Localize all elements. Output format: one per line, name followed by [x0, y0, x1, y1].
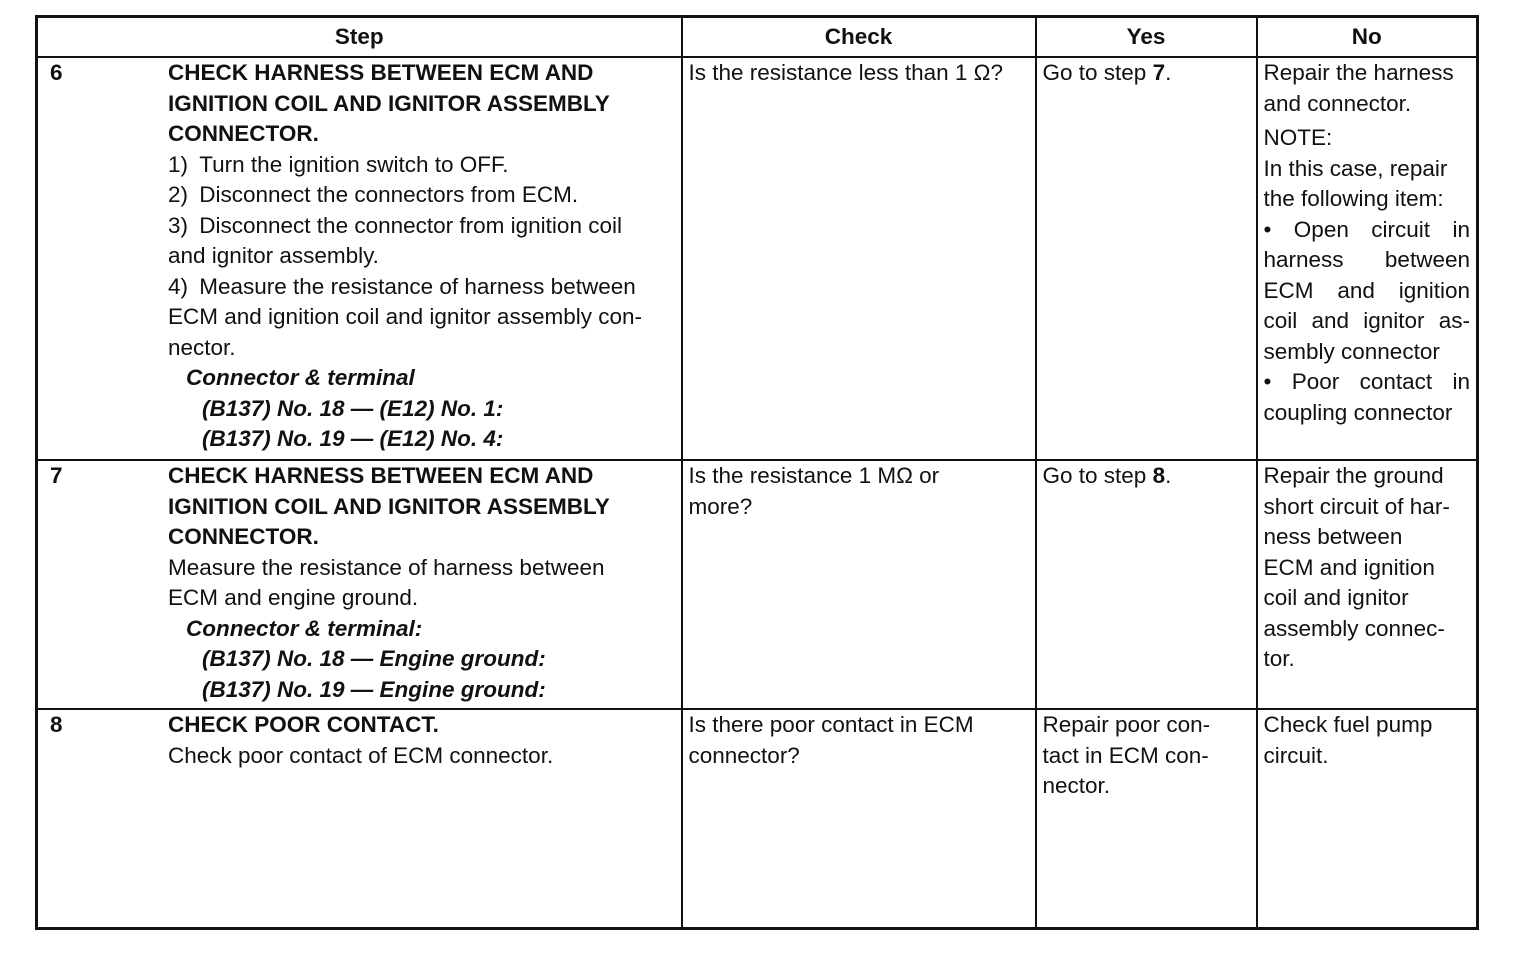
spec-line: (B137) No. 18 — (E12) No. 1: — [202, 395, 504, 421]
check-cell — [682, 460, 1036, 709]
step-title: IGNITION COIL AND IGNITOR ASSEMBLY — [168, 493, 610, 519]
header-step: Step — [37, 17, 682, 58]
note-item-line: coil and ignitor as- — [1263, 308, 1470, 333]
note-item-line: ECM and ignition — [1263, 277, 1470, 303]
step-cell — [37, 57, 682, 460]
yes-prefix: Go to step — [1042, 60, 1153, 85]
note-item-line: coupling connector — [1263, 399, 1453, 425]
header-row — [37, 17, 1478, 58]
note-item-line: • Poor contact in — [1263, 369, 1470, 394]
check-line: Is there poor contact in ECM — [688, 712, 974, 737]
yes-text — [1043, 58, 1250, 89]
note-line: In this case, repair — [1263, 155, 1448, 181]
yes-line: Repair poor con- — [1042, 712, 1211, 737]
step-cell — [37, 709, 682, 928]
step-number: 6 — [50, 60, 63, 85]
no-line: Repair the harness — [1263, 60, 1454, 85]
no-line: ECM and ignition — [1263, 554, 1435, 580]
table-row — [37, 709, 1478, 928]
no-line: tor. — [1263, 646, 1295, 671]
check-cell — [682, 57, 1036, 460]
step-title: CONNECTOR. — [168, 121, 319, 146]
note-item-line: sembly connector — [1263, 338, 1440, 364]
yes-line: tact in ECM con- — [1042, 742, 1209, 768]
step-line: 4) Measure the resistance of harness between — [168, 273, 636, 299]
header-yes: Yes — [1036, 17, 1257, 58]
spec-title: Connector & terminal — [186, 365, 415, 390]
step-line: 1) Turn the ignition switch to OFF. — [168, 151, 509, 177]
spec-line: (B137) No. 18 — Engine ground: — [202, 646, 546, 671]
note-label: NOTE: — [1263, 125, 1333, 150]
no-line: and connector. — [1263, 90, 1412, 116]
spec-line: (B137) No. 19 — Engine ground: — [202, 676, 546, 702]
step-line: 3) Disconnect the connector from ignition coil — [168, 212, 622, 238]
no-cell — [1257, 57, 1478, 460]
yes-step-ref: 7 — [1152, 60, 1166, 85]
step-line: Measure the resistance of harness between — [168, 554, 605, 580]
yes-prefix: Go to step — [1042, 463, 1153, 488]
no-line: Repair the ground — [1263, 463, 1444, 488]
yes-cell — [1036, 709, 1257, 928]
step-line: ECM and ignition coil and ignitor assembly con- — [168, 304, 642, 329]
spec-title: Connector & terminal: — [186, 615, 423, 641]
yes-line: nector. — [1042, 773, 1111, 798]
check-text: Is the resistance less than 1 Ω? — [688, 60, 1003, 85]
note-item-line: harness between — [1263, 247, 1470, 272]
table-row — [37, 57, 1478, 460]
no-line: short circuit of har- — [1263, 493, 1450, 519]
yes-cell — [1036, 57, 1257, 460]
step-body — [168, 461, 675, 705]
note-item-line: • Open circuit in — [1263, 216, 1470, 242]
step-number: 7 — [50, 463, 63, 488]
step-title: IGNITION COIL AND IGNITOR ASSEMBLY — [168, 90, 610, 116]
check-line: more? — [688, 493, 753, 519]
step-line: 2) Disconnect the connectors from ECM. — [168, 182, 579, 207]
step-line: Check poor contact of ECM connector. — [168, 742, 554, 768]
step-line: nector. — [168, 334, 236, 360]
spec-line: (B137) No. 19 — (E12) No. 4: — [202, 426, 504, 451]
step-body — [168, 710, 675, 771]
check-cell — [682, 709, 1036, 928]
step-number: 8 — [50, 712, 63, 737]
step-line: and ignitor assembly. — [168, 243, 379, 268]
no-line: Check fuel pump — [1263, 712, 1433, 737]
step-title: CONNECTOR. — [168, 524, 319, 549]
no-line: circuit. — [1263, 742, 1329, 768]
step-title: CHECK HARNESS BETWEEN ECM AND — [168, 60, 594, 85]
step-cell — [37, 460, 682, 709]
step-title: CHECK HARNESS BETWEEN ECM AND — [168, 463, 594, 488]
diagnostic-table — [35, 15, 1479, 930]
header-check: Check — [682, 17, 1036, 58]
step-line: ECM and engine ground. — [168, 585, 419, 610]
no-line: assembly connec- — [1263, 615, 1445, 641]
yes-cell — [1036, 460, 1257, 709]
table-row — [37, 460, 1478, 709]
yes-suffix: . — [1165, 60, 1172, 85]
yes-step-ref: 8 — [1152, 463, 1166, 488]
no-cell — [1257, 709, 1478, 928]
no-line: coil and ignitor — [1263, 585, 1409, 610]
no-line: ness between — [1263, 524, 1403, 549]
note-line: the following item: — [1263, 186, 1444, 211]
check-line: connector? — [688, 742, 800, 768]
header-no: No — [1257, 17, 1478, 58]
step-body — [168, 58, 675, 455]
yes-text — [1043, 461, 1250, 492]
no-cell — [1257, 460, 1478, 709]
yes-suffix: . — [1165, 463, 1172, 488]
step-title: CHECK POOR CONTACT. — [168, 712, 439, 737]
check-line: Is the resistance 1 MΩ or — [688, 463, 940, 488]
